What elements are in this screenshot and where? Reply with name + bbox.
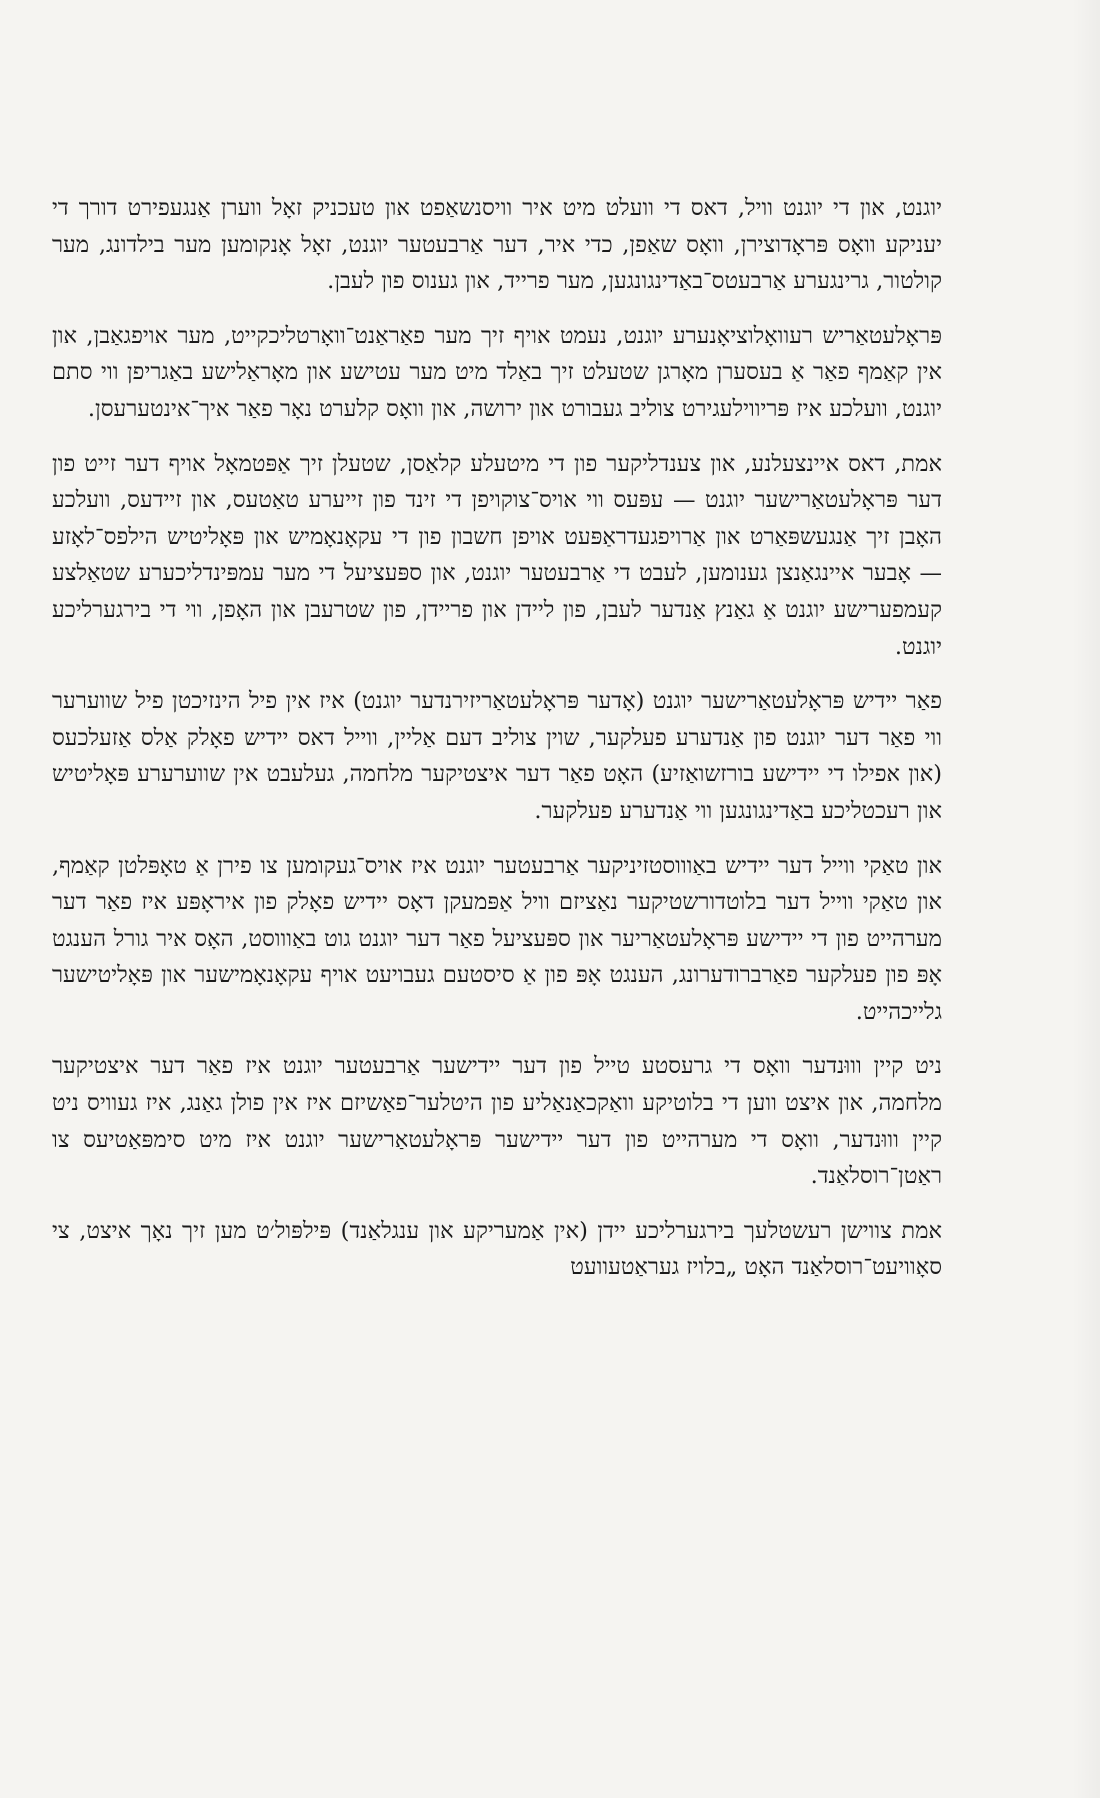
paragraph-5: און טאַקי ווייל דער יידיש באַוווסטזיניקער אַרבעטער יוגנט איז אויס־געקומען צו פירן אַ טאָפּלטן קאַמף, און טאַקי ווייל דער בלוטדורשטיקער נאַציזם וויל אַפּמעקן דאָס יידיש פאָלק פון איראָפּע איז פאַר דער מערהייט פון די יידישע פּראָלעטאַריער און ספּעציעל פאַר דער יוגנט גוט באַוווסט, האָס איר גורל הענגט אָפּ פון פעלקער פאַרברודערונג, הענגט אָפּ פון אַ סיסטעם געבויעט אויף עקאָנאָמישער און פּאָליטישער גלייכהייט.: [52, 852, 942, 1025]
paragraph-2: פּראָלעטאַריש רעוואָלוציאָנערע יוגנט, נעמט אויף זיך מער פאַראַנט־וואָרטליכקייט, מער אויפגאַבן, און אין קאַמף פאַר אַ בעסערן מאָרגן שטעלט זיך באַלד מיט מער עטישע און מאָראַלישע באַגריפן ווי סתם יוגנט, וועלכע איז פּריווילעגירט צוליב געבורט און ירושה, און וואָס קלערט נאָר פאַר איך־אינטערעסן.: [52, 322, 942, 422]
body-text: [52, 190, 942, 1286]
paragraph-4: פאַר יידיש פּראָלעטאַרישער יוגנט (אָדער פּראָלעטאַריזירנדער יוגנט) איז אין פיל הינזיכטן פיל שווערער ווי פאַר דער יוגנט פון אַנדערע פעלקער, שוין צוליב דעם אַליין, ווייל דאס יידיש פאָלק אַלס אַזעלכעס (און אפילו די יידישע בורזשואַזיע) האָט פאַר דער איצטיקער מלחמה, געלעבט אין שווערערע פּאָליטיש און רעכטליכע באַדינגונגען ווי אַנדערע פעלקער.: [52, 688, 942, 824]
page-edge-shadow: [1072, 0, 1100, 1798]
paragraph-7: אמת צווישן רעשטלעך בירגערליכע יידן (אין אַמעריקע און ענגלאַנד) פּילפּול׳ט מען זיך נאָך איצט, צי סאָוויעט־רוסלאַנד האָט „בלויז געראַטעוועט: [52, 1217, 942, 1281]
paragraph-6: ניט קיין וווּנדער וואָס די גרעסטע טייל פון דער יידישער אַרבעטער יוגנט איז פאַר דער איצטיקער מלחמה, און איצט ווען די בלוטיקע וואַקכאַנאַליע פון היטלער־פאַשיזם איז אין פולן גאַנג, איז געוויס ניט קיין וווּנדער, וואָס די מערהייט פון דער יידישער פּראָלעטאַרישער יוגנט איז מיט סימפּאַטיעס צו ראַטן־רוסלאַנד.: [52, 1053, 942, 1190]
paragraph-3: אמת, דאס איינצעלנע, און צענדליקער פון די מיטעלע קלאַסן, שטעלן זיך אַפּטמאָל אויף דער זייט פון דער פּראָלעטאַרישער יוגנט — עפּעס ווי אויס־צוקויפן די זינד פון זייערע טאַטעס, און זיידעס, וועלכע האָבן זיך אַנגעשפּאַרט און אַרויפגעדראַפּעט אויפן חשבון פון די עקאָנאָמיש און פּאָליטיש הילפס־לאָזע — אָבער איינגאַנצן גענומען, לעבט די אַרבעטער יוגנט, און ספּעציעל די מער עמפּינדליכערע שטאַלצע קעמפערישע יוגנט אַ גאַנץ אַנדער לעבן, פון ליידן און פריידן, פון שטרעבן און האָפן, ווי די בירגערליכע יוגנט.: [52, 450, 942, 660]
paragraph-1: יוגנט, און די יוגנט וויל, דאס די וועלט מיט איר וויסנשאַפט און טעכניק זאָל ווערן אַנגעפירט דורך די יעניקע וואָס פּראָדוצירן, וואָס שאַפן, כדי איר, דער אַרבעטער יוגנט, זאָל אָנקומען מער בילדונג, מער קולטור, גרינגערע אַרבעטס־באַדינגונגען, מער פרייד, און גענוס פון לעבן.: [52, 195, 942, 295]
